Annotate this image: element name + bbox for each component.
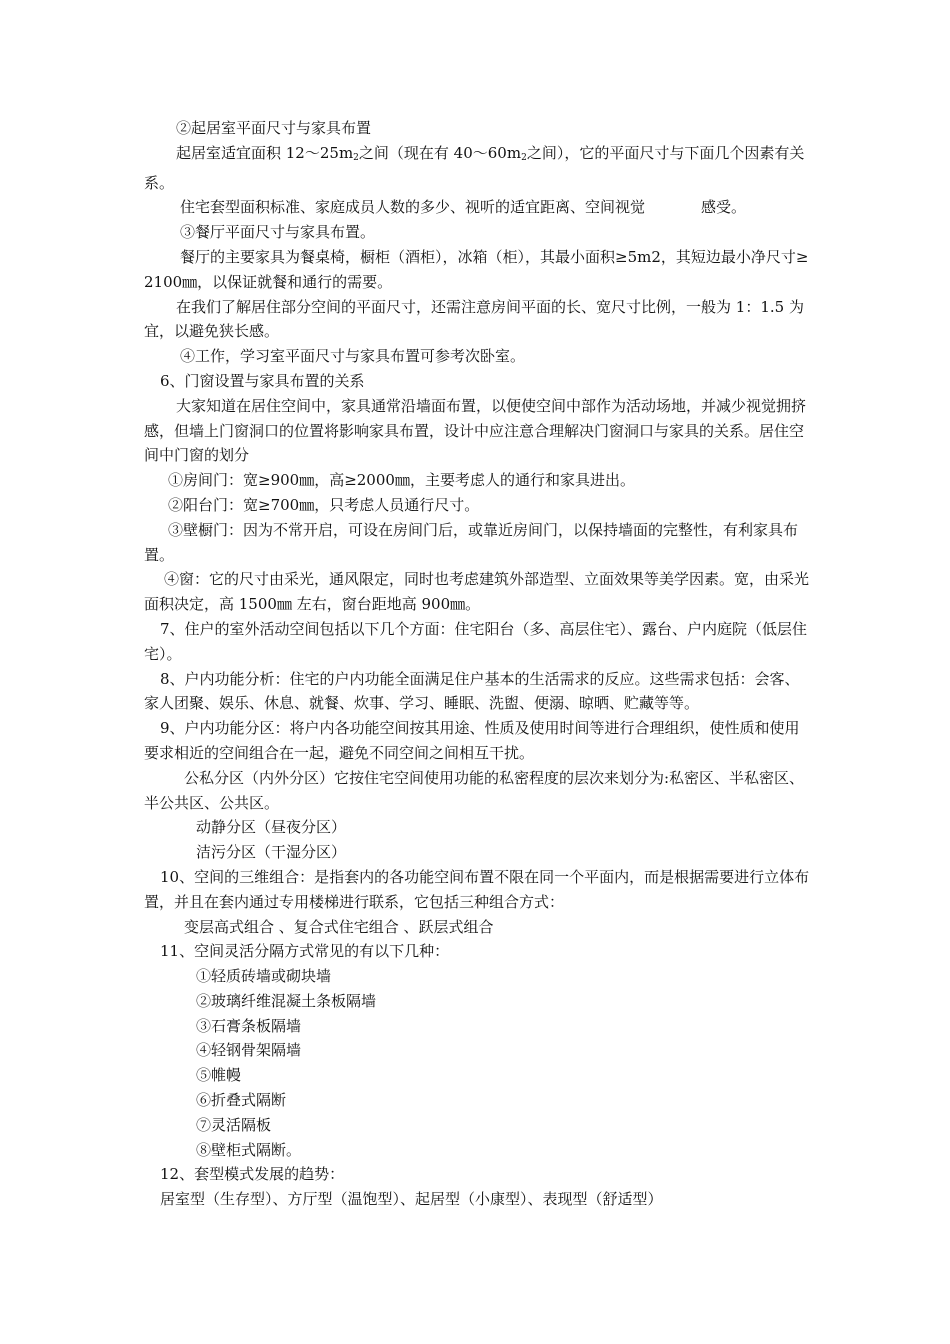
text-segment: 感受。 [701, 198, 747, 217]
paragraph-function-analysis: 8、户内功能分析：住宅的户内功能全面满足住户基本的生活需求的反应。这些需求包括：会客、家人团聚、娱乐、休息、就餐、炊事、学习、睡眠、洗盥、便溺、晾晒、贮藏等等。 [144, 669, 800, 713]
superscript-unit: 2 [353, 152, 359, 163]
text-segment: 起居室适宜面积 12～25m [176, 143, 354, 162]
list-item-partition: ①轻质砖墙或砌块墙 [196, 967, 332, 986]
list-item-clean-dirty: 洁污分区（干湿分区） [196, 843, 347, 862]
superscript-unit: 2 [521, 152, 527, 163]
heading-doors-windows: 6、门窗设置与家具布置的关系 [160, 371, 365, 390]
paragraph-living-room-area [144, 141, 810, 196]
paragraph-ratio: 在我们了解居住部分空间的平面尺寸，还需注意房间平面的长、宽尺寸比例，一般为 1：1.5 为宜，以避免狭长感。 [144, 297, 804, 341]
paragraph-suite-types: 居室型（生存型）、方厅型（温饱型）、起居型（小康型）、表现型（舒适型） [160, 1190, 663, 1209]
list-item-closet-door: ③壁橱门：因为不常开启，可设在房间门后，或靠近房间门，以保持墙面的完整性，有利家具布置。 [144, 520, 799, 564]
list-item-partition: ⑤帷幔 [196, 1066, 242, 1085]
paragraph-outdoor-space: 7、住户的室外活动空间包括以下几个方面：住宅阳台（多、高层住宅）、露台、户内庭院（低层住宅）。 [144, 619, 808, 663]
list-item-window: ④窗：它的尺寸由采光，通风限定，同时也考虑建筑外部造型、立面效果等美学因素。宽，由采光面积决定，高 1500㎜ 左右，窗台距地高 900㎜。 [144, 570, 810, 614]
list-item-partition: ④轻钢骨架隔墙 [196, 1041, 302, 1060]
paragraph-factors [144, 195, 810, 220]
list-item-partition: ⑧壁柜式隔断。 [196, 1140, 302, 1159]
list-item-dynamic-static: 动静分区（昼夜分区） [196, 818, 347, 837]
list-item-partition: ②玻璃纤维混凝土条板隔墙 [196, 991, 377, 1010]
paragraph-public-private: 公私分区（内外分区）它按住宅空间使用功能的私密程度的层次来划分为:私密区、半私密区、半公共区、公共区。 [144, 768, 805, 812]
heading-suite-trend: 12、套型模式发展的趋势： [160, 1165, 345, 1184]
text-segment: 之间（现在有 40～60m [358, 143, 522, 162]
text-segment: 之间），它的平面尺寸与下面几个因素有关系。 [144, 143, 805, 192]
list-combination-types: 变层高式组合 、复合式住宅组合 、跃层式组合 [184, 917, 494, 936]
list-item-partition: ⑥折叠式隔断 [196, 1091, 287, 1110]
paragraph-3d-combination: 10、空间的三维组合：是指套内的各功能空间布置不限在同一个平面内，而是根据需要进行立体布置，并且在套内通过专用楼梯进行联系，它包括三种组合方式： [144, 867, 810, 911]
list-item-partition: ③石膏条板隔墙 [196, 1016, 302, 1035]
heading-dining-room: ③餐厅平面尺寸与家具布置。 [180, 223, 376, 242]
heading-partition-methods: 11、空间灵活分隔方式常见的有以下几种： [160, 942, 450, 961]
paragraph-dining-room: 餐厅的主要家具为餐桌椅，橱柜（酒柜），冰箱（柜），其最小面积≥5m2，其短边最小净尺寸≥2100㎜，以保证就餐和通行的需要。 [144, 247, 809, 291]
list-item-partition: ⑦灵活隔板 [196, 1115, 272, 1134]
list-item-balcony-door: ②阳台门：宽≥700㎜，只考虑人员通行尺寸。 [168, 495, 480, 514]
heading-study-room: ④工作，学习室平面尺寸与家具布置可参考次卧室。 [180, 347, 526, 366]
document-body [144, 116, 810, 1212]
paragraph-function-zoning: 9、户内功能分区：将户内各功能空间按其用途、性质及使用时间等进行合理组织，使性质和使用要求相近的空间组合在一起，避免不同空间之间相互干扰。 [144, 719, 800, 762]
paragraph-doors-windows: 大家知道在居住空间中，家具通常沿墙面布置，以便使空间中部作为活动场地，并减少视觉拥挤感，但墙上门窗洞口的位置将影响家具布置，设计中应注意合理解决门窗洞口与家具的关系。居住空间中门窗的划分 [144, 396, 807, 465]
list-item-room-door: ①房间门：宽≥900㎜，高≥2000㎜，主要考虑人的通行和家具进出。 [168, 471, 635, 490]
heading-living-room: ②起居室平面尺寸与家具布置 [176, 119, 372, 137]
text-segment: 住宅套型面积标准、家庭成员人数的多少、视听的适宜距离、空间视觉 [180, 198, 646, 217]
